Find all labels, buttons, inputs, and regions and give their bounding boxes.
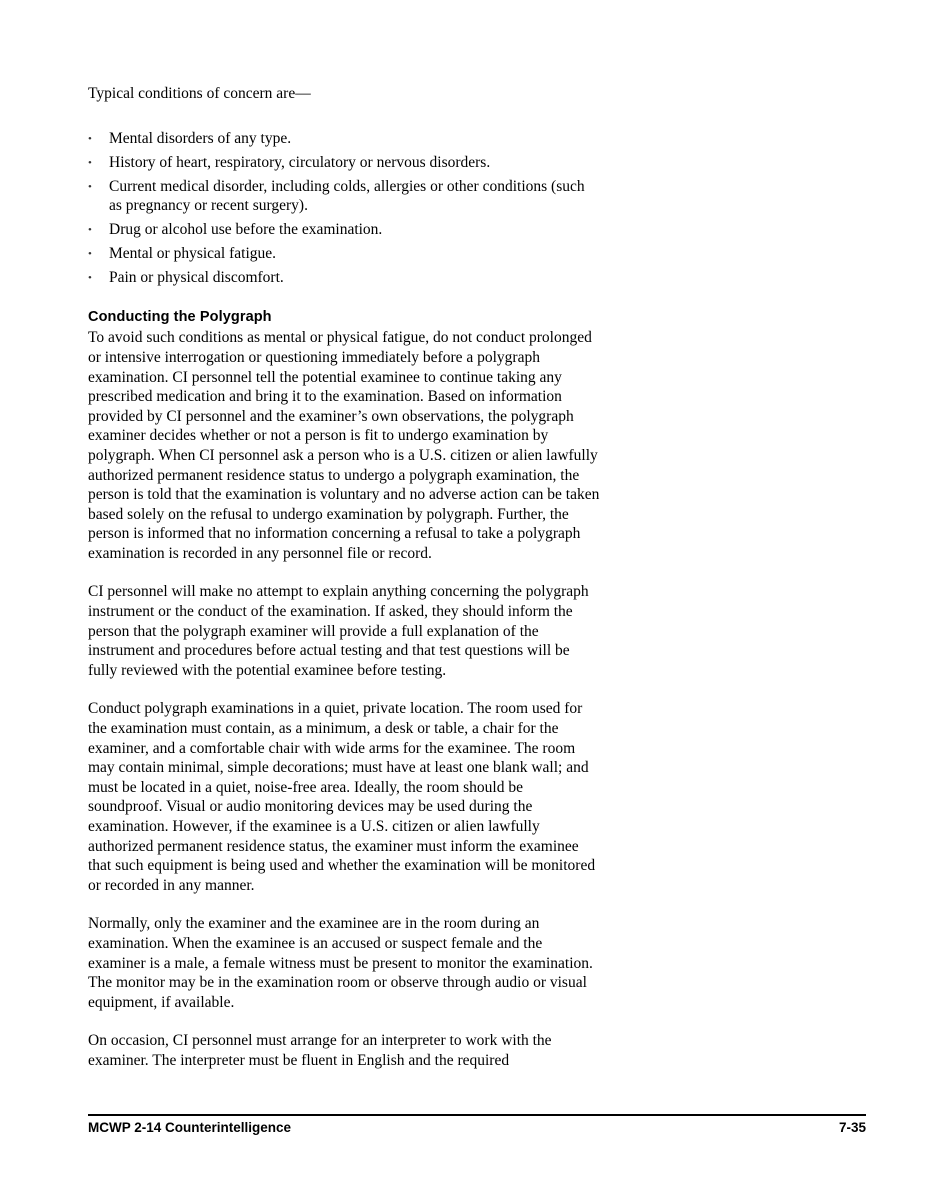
body-paragraph: Normally, only the examiner and the examinee are in the room during an examination. When the examinee is an accused or suspect female and the examiner is a male, a female witness must be present to monitor the examination. The monitor may be in the examination room or observe through audio or visual equipment, if available. bbox=[88, 915, 593, 1011]
list-item-text: Mental disorders of any type. bbox=[109, 130, 292, 147]
bullet-marker-icon: • bbox=[88, 248, 92, 261]
bullet-marker-icon: • bbox=[88, 156, 92, 169]
list-item bbox=[88, 244, 600, 263]
list-item bbox=[88, 177, 600, 216]
list-item-text: Mental or physical fatigue. bbox=[109, 245, 277, 263]
list-item-text: Drug or alcohol use before the examination. bbox=[109, 221, 383, 239]
bullet-marker-icon: • bbox=[88, 224, 92, 237]
body-paragraph: To avoid such conditions as mental or physical fatigue, do not conduct prolonged or intensive interrogation or questioning immediately before a polygraph examination. CI personnel tell the potential examinee to continue taking any prescribed medication and bring it to the examination. Based on information provided by CI personnel and the examiner’s own observations, the polygraph examiner decides whether or not a person is fit to undergo examination by polygraph. When CI personnel ask a person who is a U.S. citizen or alien lawfully authorized permanent residence status to undergo a polygraph examination, the person is told that the examination is voluntary and no adverse action can be taken based solely on the refusal to undergo examination by polygraph. Further, the person is informed that no information concerning a refusal to take a polygraph examination is recorded in any personnel file or record. bbox=[88, 329, 600, 562]
list-item-text: Pain or physical discomfort. bbox=[109, 268, 284, 286]
footer-divider bbox=[88, 1114, 866, 1116]
footer-page-number: 7-35 bbox=[838, 1120, 866, 1135]
page-content bbox=[88, 84, 600, 1090]
list-item-text: Current medical disorder, including colds, allergies or other conditions (such as pregnancy or recent surgery). bbox=[109, 177, 585, 215]
section-heading: Conducting the Polygraph bbox=[88, 309, 272, 326]
body-paragraph: Conduct polygraph examinations in a quiet, private location. The room used for the examination must contain, as a minimum, a desk or table, a chair for the examiner, and a comfortable chair with wide arms for the examinee. The room may contain minimal, simple decorations; must have at least one blank wall; and must be located in a quiet, noise-free area. Ideally, the room should be soundproof. Visual or audio monitoring devices may be used during the examination. However, if the examinee is a U.S. citizen or alien lawfully authorized permanent residence status, the examiner must inform the examinee that such equipment is being used and whether the examination will be monitored or recorded in any manner. bbox=[88, 700, 596, 894]
intro-paragraph: Typical conditions of concern are— bbox=[88, 85, 311, 102]
body-paragraph: On occasion, CI personnel must arrange for an interpreter to work with the examiner. The interpreter must be fluent in English and the required bbox=[88, 1032, 552, 1069]
bullet-marker-icon: • bbox=[88, 180, 92, 193]
list-item bbox=[88, 129, 600, 148]
list-item bbox=[88, 153, 600, 172]
bullet-marker-icon: • bbox=[88, 133, 92, 145]
list-item bbox=[88, 268, 600, 287]
bullet-marker-icon: • bbox=[88, 271, 92, 284]
list-item-text: History of heart, respiratory, circulatory or nervous disorders. bbox=[109, 153, 491, 171]
body-paragraph: CI personnel will make no attempt to explain anything concerning the polygraph instrument or the conduct of the examination. If asked, they should inform the person that the polygraph examiner will provide a full explanation of the instrument and procedures before actual testing and that test questions will be fully reviewed with the potential examinee before testing. bbox=[88, 583, 589, 679]
footer-document-title: MCWP 2-14 Counterintelligence bbox=[88, 1120, 292, 1135]
list-item bbox=[88, 220, 600, 239]
conditions-list bbox=[88, 129, 600, 287]
page-footer bbox=[88, 1114, 866, 1138]
